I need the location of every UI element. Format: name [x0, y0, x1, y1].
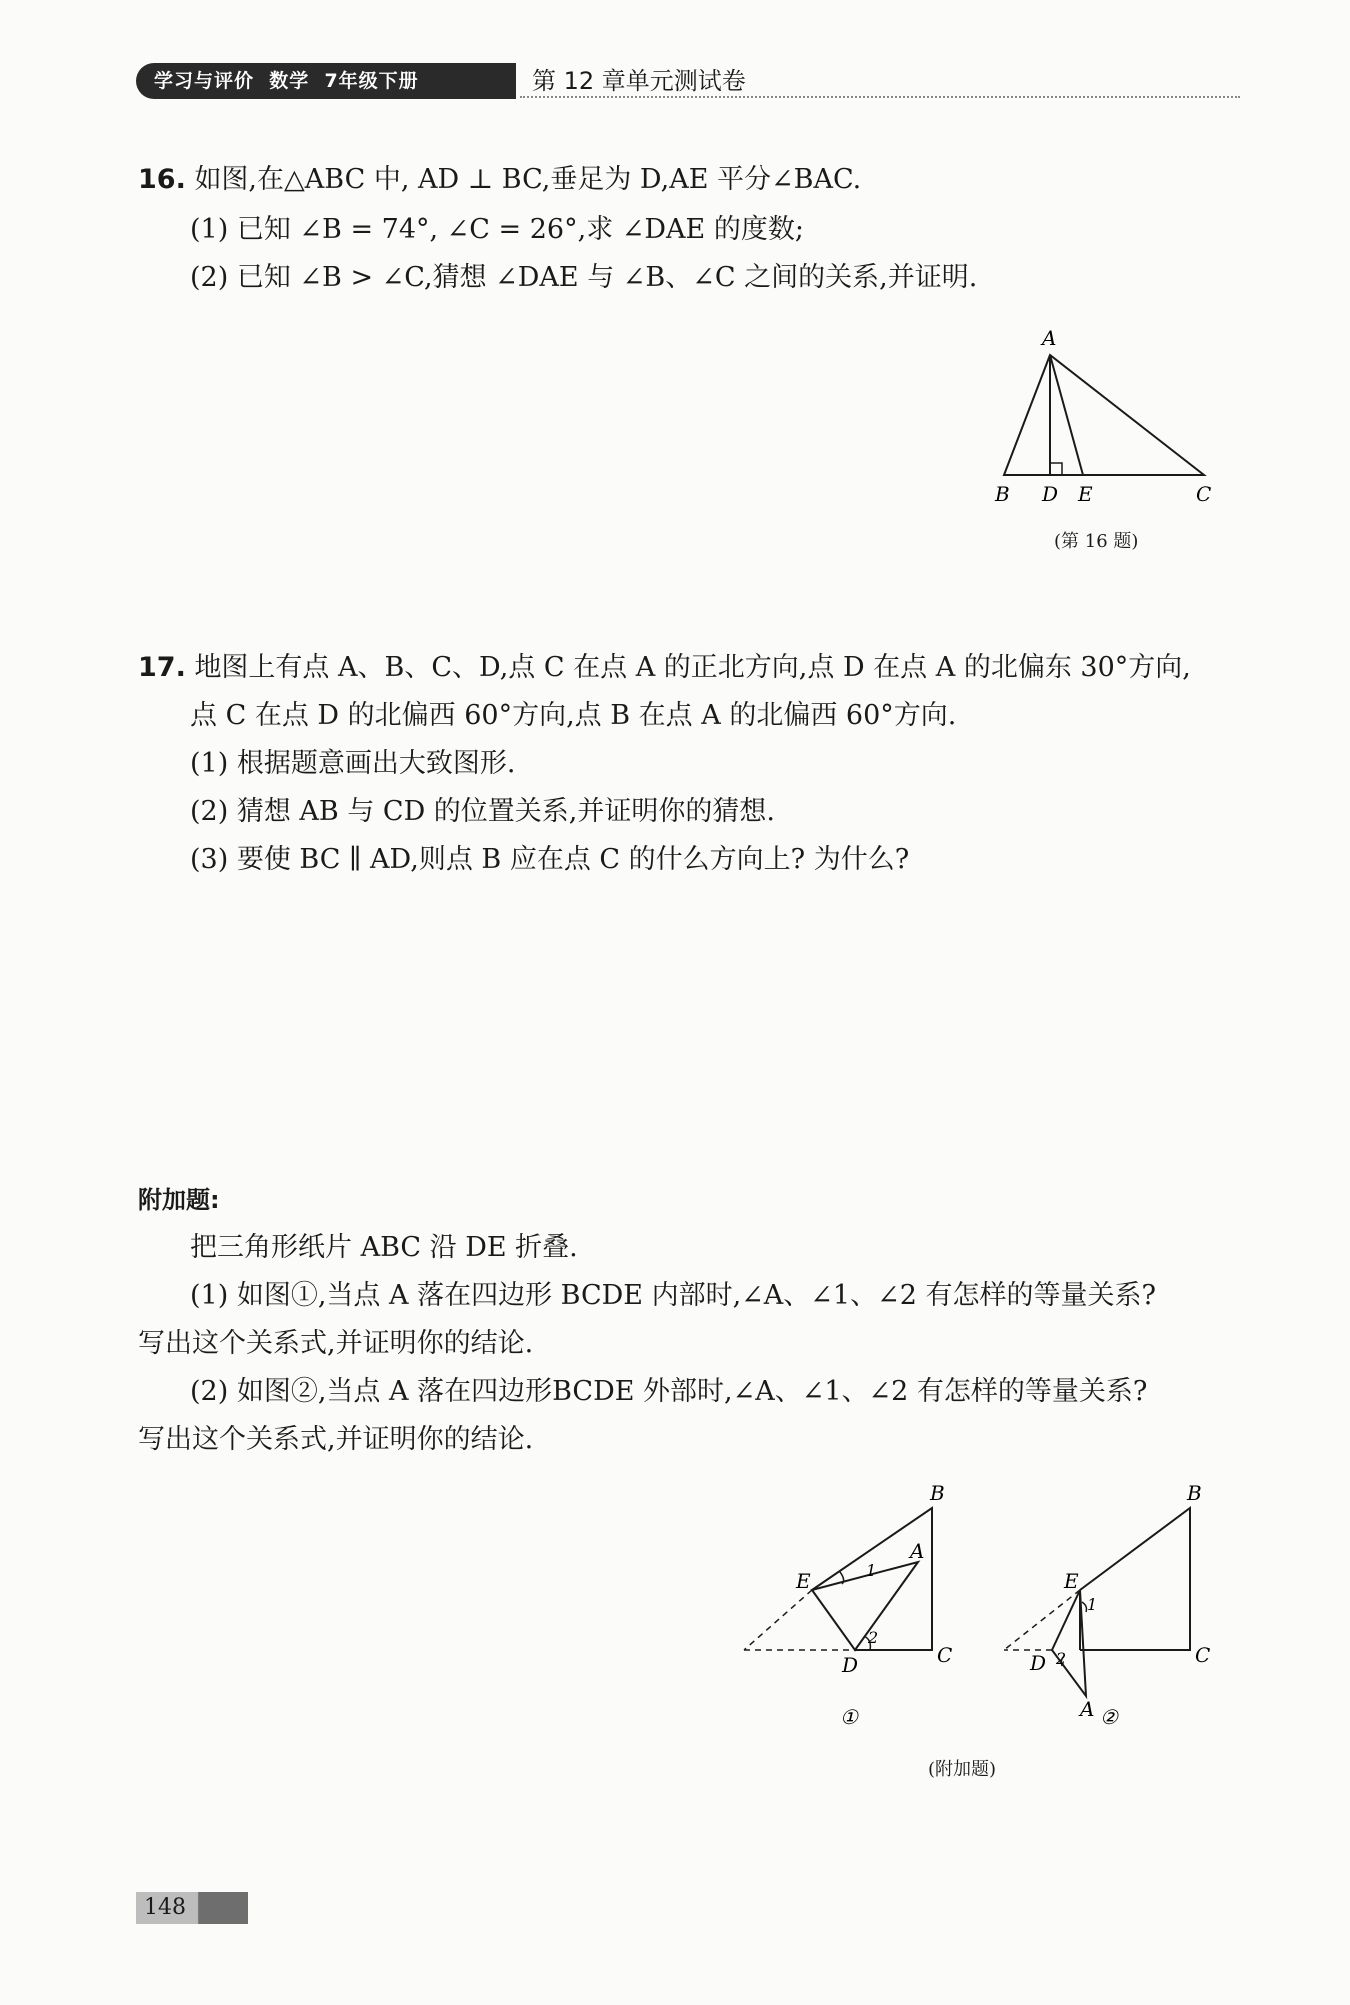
q16-part2: (2) 已知 ∠B > ∠C,猜想 ∠DAE 与 ∠B、∠C 之间的关系,并证明. [190, 262, 978, 293]
fig1-dashed-ae [744, 1590, 812, 1650]
q17-part1: (1) 根据题意画出大致图形. [190, 748, 516, 779]
fig1-label-b: B [930, 1481, 945, 1505]
extra-heading: 附加题: [138, 1186, 220, 1214]
fig2-label-e: E [1064, 1569, 1079, 1593]
fig1-angle2-label: 2 [868, 1628, 879, 1647]
fig1-label-c: C [937, 1643, 953, 1667]
fig1-label-a: A [910, 1539, 925, 1563]
q17-part2: (2) 猜想 AB 与 CD 的位置关系,并证明你的猜想. [190, 796, 775, 827]
header-divider [520, 96, 1240, 98]
fig1-caption: ① [840, 1705, 858, 1729]
q16-label-c: C [1196, 482, 1212, 506]
fig2-caption: ② [1100, 1705, 1118, 1729]
q16-label-e: E [1078, 482, 1093, 506]
q16-stem: 如图,在△ABC 中, AD ⊥ BC,垂足为 D,AE 平分∠BAC. [194, 164, 862, 195]
fig2-angle1-label: 1 [1087, 1595, 1098, 1614]
q16-part1: (1) 已知 ∠B = 74°, ∠C = 26°,求 ∠DAE 的度数; [190, 214, 804, 245]
q16-label-d: D [1042, 482, 1059, 506]
extra-figure-1 [730, 1480, 970, 1730]
extra-part2-line1: (2) 如图②,当点 A 落在四边形BCDE 外部时,∠A、∠1、∠2 有怎样的等量关系? [190, 1376, 1148, 1407]
q16-figure [990, 325, 1230, 506]
fig2-label-c: C [1195, 1643, 1211, 1667]
q17-number: 17. [138, 652, 186, 683]
fig2-dashed-ae [1004, 1590, 1080, 1650]
fig1-label-d: D [842, 1653, 859, 1677]
extra-part1-line2: 写出这个关系式,并证明你的结论. [138, 1328, 534, 1359]
extra-intro: 把三角形纸片 ABC 沿 DE 折叠. [190, 1232, 578, 1263]
q16-label-a: A [1042, 326, 1057, 350]
extra-caption: (附加题) [928, 1759, 997, 1780]
fig2-label-b: B [1187, 1481, 1202, 1505]
fig2-angle2-label: 2 [1056, 1649, 1067, 1668]
q16-stem-line [138, 160, 861, 200]
q17-part3: (3) 要使 BC ∥ AD,则点 B 应在点 C 的什么方向上? 为什么? [190, 844, 910, 875]
fig2-angle1-arc [1082, 1602, 1087, 1612]
q17-stem-text: 地图上有点 A、B、C、D,点 C 在点 A 的正北方向,点 D 在点 A 的北偏东 30°方向, [194, 652, 1191, 683]
fig2-triangle-sides [1080, 1508, 1190, 1650]
q16-caption: (第 16 题) [1054, 531, 1139, 552]
fig2-label-a: A [1080, 1697, 1095, 1721]
q16-triangle-abc [1004, 355, 1204, 475]
q17-stem-line1 [138, 648, 1191, 688]
q16-label-b: B [995, 482, 1010, 506]
q17-stem-line2: 点 C 在点 D 的北偏西 60°方向,点 B 在点 A 的北偏西 60°方向. [190, 700, 957, 731]
fig2-label-d: D [1030, 1651, 1047, 1675]
series-badge: 学习与评价 数学 7年级下册 [136, 63, 516, 99]
page-number: 148 [136, 1892, 248, 1924]
extra-figure-2 [990, 1480, 1230, 1730]
q16-right-angle-mark [1050, 463, 1062, 475]
extra-part2-line2: 写出这个关系式,并证明你的结论. [138, 1424, 534, 1455]
chapter-title: 第 12 章单元测试卷 [532, 67, 746, 95]
q16-bisector-ae [1050, 355, 1083, 475]
extra-part1-line1: (1) 如图①,当点 A 落在四边形 BCDE 内部时,∠A、∠1、∠2 有怎样的等量关系? [190, 1280, 1156, 1311]
q16-number: 16. [138, 164, 186, 195]
fig1-label-e: E [796, 1569, 811, 1593]
fig1-angle1-label: 1 [866, 1561, 877, 1580]
